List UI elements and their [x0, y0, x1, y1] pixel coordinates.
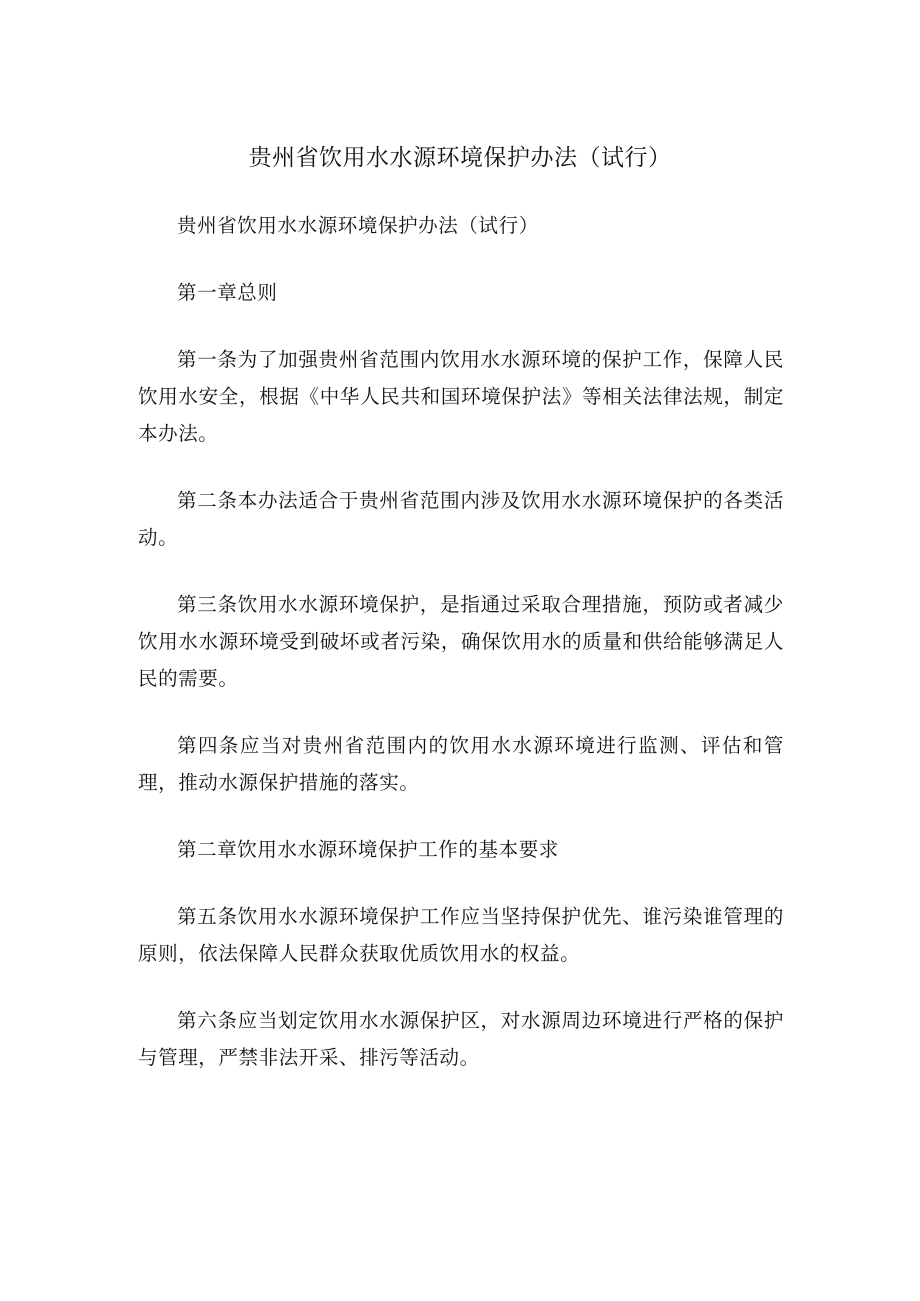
article-6: 第六条应当划定饮用水水源保护区，对水源周边环境进行严格的保护与管理，严禁非法开采、排污等活动。	[138, 1009, 784, 1069]
chapter-heading-2: 第二章饮用水水源环境保护工作的基本要求	[177, 838, 559, 861]
paragraph-subtitle: 贵州省饮用水水源环境保护办法（试行）	[177, 214, 539, 237]
article-1: 第一条为了加强贵州省范围内饮用水水源环境的保护工作，保障人民饮用水安全，根据《中华人民共和国环境保护法》等相关法律法规，制定本办法。	[138, 348, 784, 445]
article-4: 第四条应当对贵州省范围内的饮用水水源环境进行监测、评估和管理，推动水源保护措施的落实。	[138, 734, 784, 794]
article-3: 第三条饮用水水源环境保护，是指通过采取合理措施，预防或者减少饮用水水源环境受到破坏或者污染，确保饮用水的质量和供给能够满足人民的需要。	[138, 593, 784, 690]
document-body	[138, 207, 784, 1106]
document-title: 贵州省饮用水水源环境保护办法（试行）	[248, 145, 672, 171]
article-2: 第二条本办法适合于贵州省范围内涉及饮用水水源环境保护的各类活动。	[138, 489, 784, 549]
article-5: 第五条饮用水水源环境保护工作应当坚持保护优先、谁污染谁管理的原则，依法保障人民群众获取优质饮用水的权益。	[138, 905, 784, 965]
chapter-heading-1: 第一章总则	[177, 281, 278, 304]
